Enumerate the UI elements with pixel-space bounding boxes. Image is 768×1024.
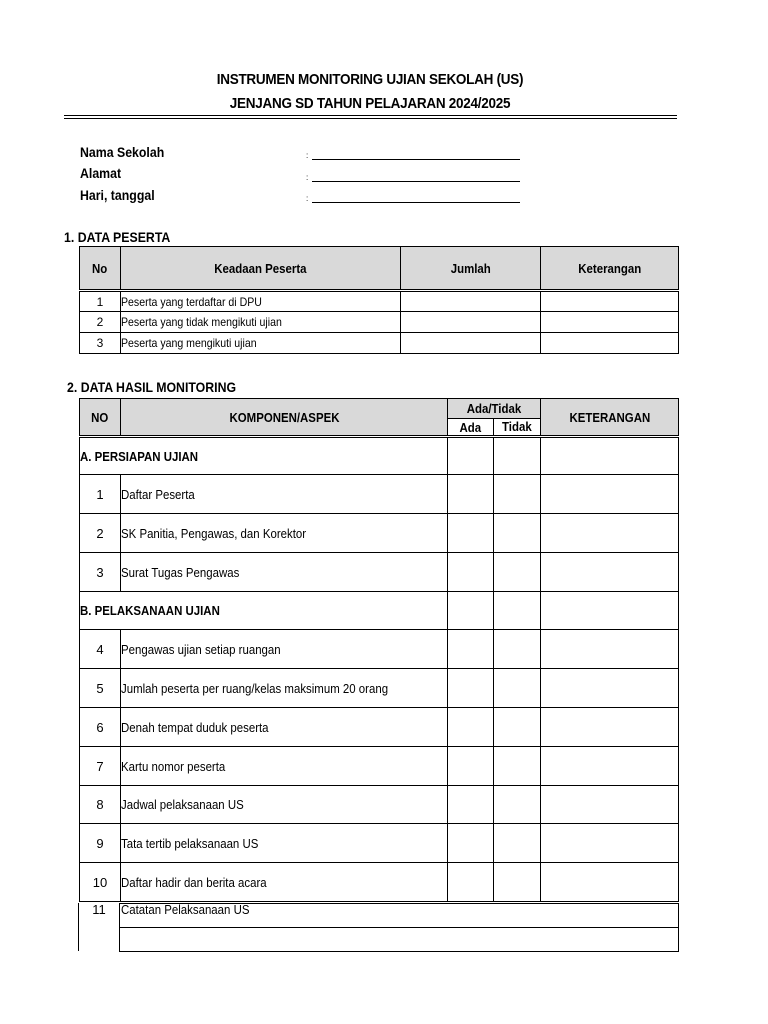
cell-tidak[interactable]: [494, 514, 541, 553]
cell-ada[interactable]: [448, 437, 494, 475]
section1-heading: 1. DATA PESERTA: [64, 229, 171, 245]
cell-ada[interactable]: [448, 824, 494, 863]
row-aspek: Daftar Peserta: [121, 475, 448, 514]
cell-ada[interactable]: [448, 708, 494, 747]
row-aspek: Daftar hadir dan berita acara: [121, 863, 448, 902]
cell-ada[interactable]: [448, 747, 494, 786]
cell-ada[interactable]: [448, 630, 494, 669]
row-aspek: Jumlah peserta per ruang/kelas maksimum 20 orang: [121, 669, 448, 708]
row-no: 10: [80, 863, 121, 902]
cell-keterangan[interactable]: [541, 630, 679, 669]
cell-keterangan[interactable]: [541, 312, 679, 333]
row-aspek: Surat Tugas Pengawas: [121, 553, 448, 592]
section2-heading: 2. DATA HASIL MONITORING: [67, 379, 237, 395]
cell-jumlah[interactable]: [401, 291, 541, 312]
document-title-line2: JENJANG SD TAHUN PELAJARAN 2024/2025: [229, 95, 511, 112]
cell-jumlah[interactable]: [401, 333, 541, 354]
cell-keterangan[interactable]: [541, 747, 679, 786]
cell-ada[interactable]: [448, 553, 494, 592]
col-header-ada-tidak: Ada/Tidak: [448, 399, 541, 419]
cell-keterangan[interactable]: [541, 786, 679, 824]
row-aspek: Jadwal pelaksanaan US: [121, 786, 448, 824]
table-row: [80, 291, 679, 312]
row-no: 1: [80, 291, 121, 312]
cell-keterangan[interactable]: [541, 514, 679, 553]
col-header-jumlah: Jumlah: [401, 247, 541, 291]
row-aspek: SK Panitia, Pengawas, dan Korektor: [121, 514, 448, 553]
cell-keterangan[interactable]: [541, 669, 679, 708]
cell-keterangan[interactable]: [541, 824, 679, 863]
row-no: 4: [80, 630, 121, 669]
table-row: [80, 747, 679, 786]
row-aspek: Tata tertib pelaksanaan US: [121, 824, 448, 863]
row-no: 2: [80, 514, 121, 553]
cell-keterangan[interactable]: [541, 333, 679, 354]
cell-jumlah[interactable]: [401, 312, 541, 333]
group-label-a: A. PERSIAPAN UJIAN: [80, 437, 448, 475]
field-alamat[interactable]: [312, 180, 520, 182]
cell-tidak[interactable]: [494, 747, 541, 786]
table-row: [80, 824, 679, 863]
cell-keterangan[interactable]: [541, 863, 679, 902]
field-hari-tanggal[interactable]: [312, 201, 520, 203]
table-row: [80, 669, 679, 708]
cell-tidak[interactable]: [494, 824, 541, 863]
table-row: [80, 708, 679, 747]
cell-ada[interactable]: [448, 669, 494, 708]
row-no: 7: [80, 747, 121, 786]
col-header-keterangan: Keterangan: [541, 247, 679, 291]
cell-keterangan[interactable]: [541, 475, 679, 514]
table-row: [80, 786, 679, 824]
col-header-tidak: Tidak: [494, 419, 541, 437]
row-no: 6: [80, 708, 121, 747]
cell-tidak[interactable]: [494, 786, 541, 824]
field-nama-sekolah[interactable]: [312, 158, 520, 160]
title-divider-top: [64, 115, 677, 116]
col-header-komponen: KOMPONEN/ASPEK: [121, 399, 448, 437]
cell-tidak[interactable]: [494, 475, 541, 514]
cell-tidak[interactable]: [494, 669, 541, 708]
colon-alamat: :: [306, 173, 309, 182]
cell-tidak[interactable]: [494, 437, 541, 475]
footer-row-catatan[interactable]: [119, 903, 679, 928]
table-row: [80, 514, 679, 553]
group-row-persiapan: [80, 437, 679, 475]
footer-row-aspek: Catatan Pelaksanaan US: [121, 902, 250, 917]
row-keadaan: Peserta yang terdaftar di DPU: [121, 291, 401, 312]
group-label-b: B. PELAKSANAAN UJIAN: [80, 592, 448, 630]
cell-keterangan[interactable]: [541, 553, 679, 592]
row-no: 5: [80, 669, 121, 708]
cell-keterangan[interactable]: [541, 708, 679, 747]
cell-ada[interactable]: [448, 592, 494, 630]
row-no: 2: [80, 312, 121, 333]
table-row: [80, 863, 679, 902]
cell-tidak[interactable]: [494, 708, 541, 747]
row-no: 8: [80, 786, 121, 824]
col-header-keterangan: KETERANGAN: [541, 399, 679, 437]
label-hari-tanggal: Hari, tanggal: [80, 187, 155, 203]
footer-row-notes-area[interactable]: [119, 927, 679, 952]
row-no: 3: [80, 553, 121, 592]
cell-keterangan[interactable]: [541, 291, 679, 312]
row-keadaan: Peserta yang tidak mengikuti ujian: [121, 312, 401, 333]
row-aspek: Pengawas ujian setiap ruangan: [121, 630, 448, 669]
hasil-monitoring-table: [79, 398, 679, 902]
row-no: 3: [80, 333, 121, 354]
group-row-pelaksanaan: [80, 592, 679, 630]
col-header-ada: Ada: [448, 419, 494, 437]
cell-keterangan[interactable]: [541, 437, 679, 475]
table-row: [80, 312, 679, 333]
row-aspek: Kartu nomor peserta: [121, 747, 448, 786]
colon-nama-sekolah: :: [306, 151, 309, 160]
data-peserta-table: [79, 246, 679, 354]
cell-ada[interactable]: [448, 786, 494, 824]
footer-row-no: 11: [92, 902, 106, 917]
title-divider-bottom: [64, 118, 677, 119]
cell-keterangan[interactable]: [541, 592, 679, 630]
row-no: 9: [80, 824, 121, 863]
table-row: [80, 553, 679, 592]
col-header-no: NO: [80, 399, 121, 437]
cell-ada[interactable]: [448, 514, 494, 553]
table-row: [80, 333, 679, 354]
col-header-no: No: [80, 247, 121, 291]
cell-tidak[interactable]: [494, 553, 541, 592]
cell-ada[interactable]: [448, 475, 494, 514]
cell-tidak[interactable]: [494, 592, 541, 630]
footer-left-border: [78, 903, 79, 951]
cell-tidak[interactable]: [494, 863, 541, 902]
label-alamat: Alamat: [80, 165, 122, 181]
table-row: [80, 630, 679, 669]
table-row: [80, 475, 679, 514]
colon-hari-tanggal: :: [306, 194, 309, 203]
document-title-line1: INSTRUMEN MONITORING UJIAN SEKOLAH (US): [216, 71, 524, 88]
cell-ada[interactable]: [448, 863, 494, 902]
label-nama-sekolah: Nama Sekolah: [80, 144, 165, 160]
row-no: 1: [80, 475, 121, 514]
row-keadaan: Peserta yang mengikuti ujian: [121, 333, 401, 354]
cell-tidak[interactable]: [494, 630, 541, 669]
row-aspek: Denah tempat duduk peserta: [121, 708, 448, 747]
col-header-keadaan: Keadaan Peserta: [121, 247, 401, 291]
